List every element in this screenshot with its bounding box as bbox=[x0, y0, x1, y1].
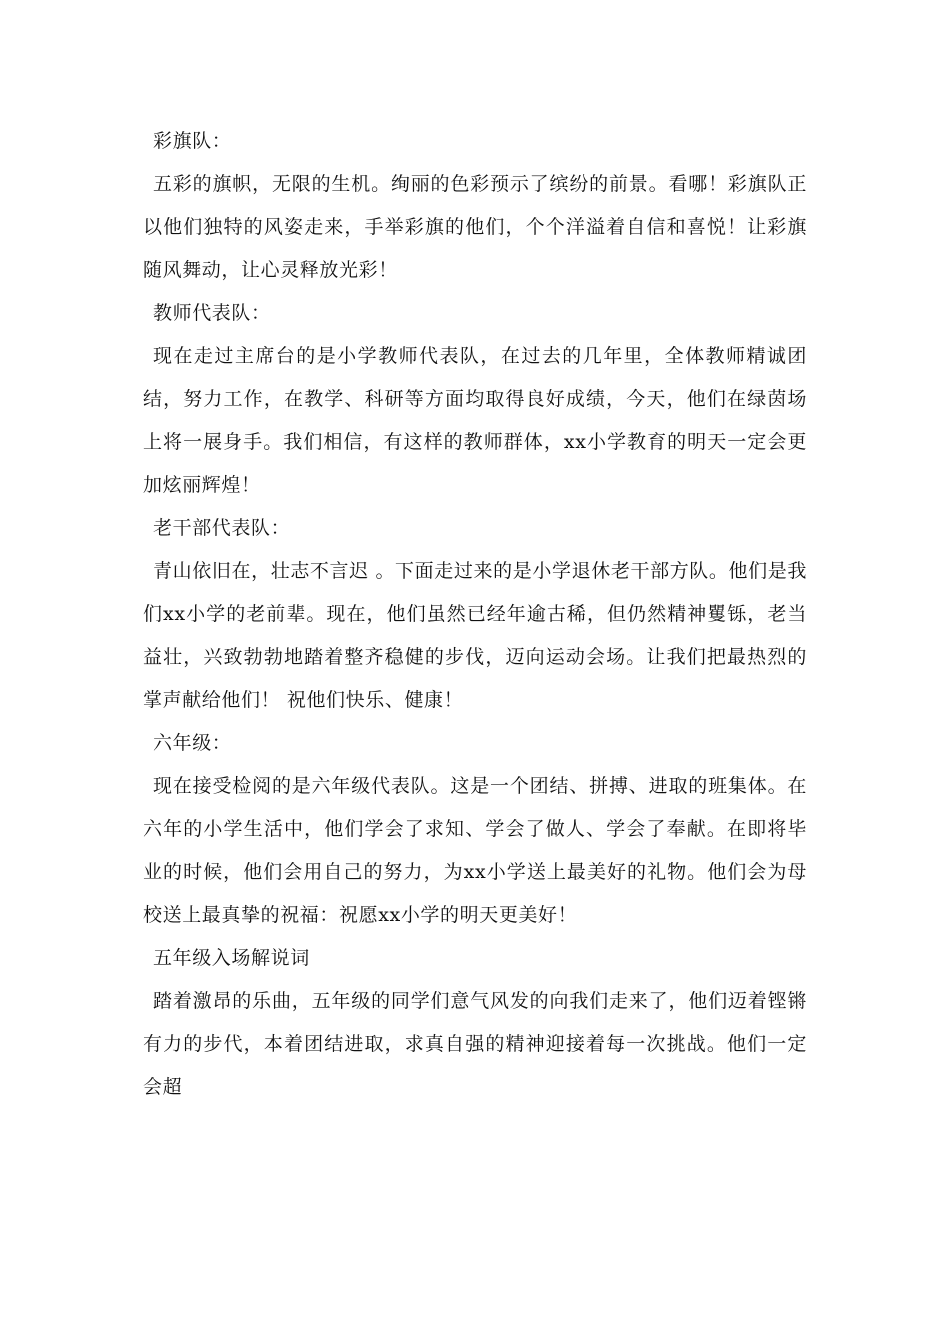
section-heading-teacher-team: 教师代表队： bbox=[153, 302, 271, 324]
section-heading-flag-team: 彩旗队： bbox=[153, 130, 232, 152]
document-body bbox=[143, 120, 807, 1109]
section-body-teacher-team: 现在走过主席台的是小学教师代表队，在过去的几年里，全体教师精诚团结，努力工作，在教学、科研等方面均取得良好成绩，今天，他们在绿茵场上将一展身手。我们相信，有这样的教师群体，xx小学教育的明天一定会更加炫丽辉煌！ bbox=[143, 345, 807, 496]
section-body-grade-six: 现在接受检阅的是六年级代表队。这是一个团结、拼搏、进取的班集体。在六年的小学生活中，他们学会了求知、学会了做人、学会了奉献。在即将毕业的时候，他们会用自己的努力，为xx小学送上最美好的礼物。他们会为母校送上最真挚的祝福：祝愿xx小学的明天更美好！ bbox=[143, 775, 807, 926]
section-body-veteran-cadre-team: 青山依旧在，壮志不言迟 。下面走过来的是小学退休老干部方队。他们是我们xx小学的老前辈。现在，他们虽然已经年逾古稀，但仍然精神矍铄，老当益壮，兴致勃勃地踏着整齐稳健的步伐，迈向运动会场。让我们把最热烈的掌声献给他们！ 祝他们快乐、健康！ bbox=[143, 560, 807, 711]
section-body-grade-five: 踏着激昂的乐曲，五年级的同学们意气风发的向我们走来了，他们迈着铿锵有力的步代，本着团结进取，求真自强的精神迎接着每一次挑战。他们一定会超 bbox=[143, 990, 807, 1098]
section-body-flag-team: 五彩的旗帜，无限的生机。绚丽的色彩预示了缤纷的前景。看哪！彩旗队正以他们独特的风姿走来，手举彩旗的他们，个个洋溢着自信和喜悦！让彩旗随风舞动，让心灵释放光彩！ bbox=[143, 173, 807, 281]
section-heading-grade-six: 六年级： bbox=[153, 732, 232, 754]
section-heading-veteran-cadre-team: 老干部代表队： bbox=[153, 517, 291, 539]
section-heading-grade-five: 五年级入场解说词 bbox=[153, 947, 310, 969]
